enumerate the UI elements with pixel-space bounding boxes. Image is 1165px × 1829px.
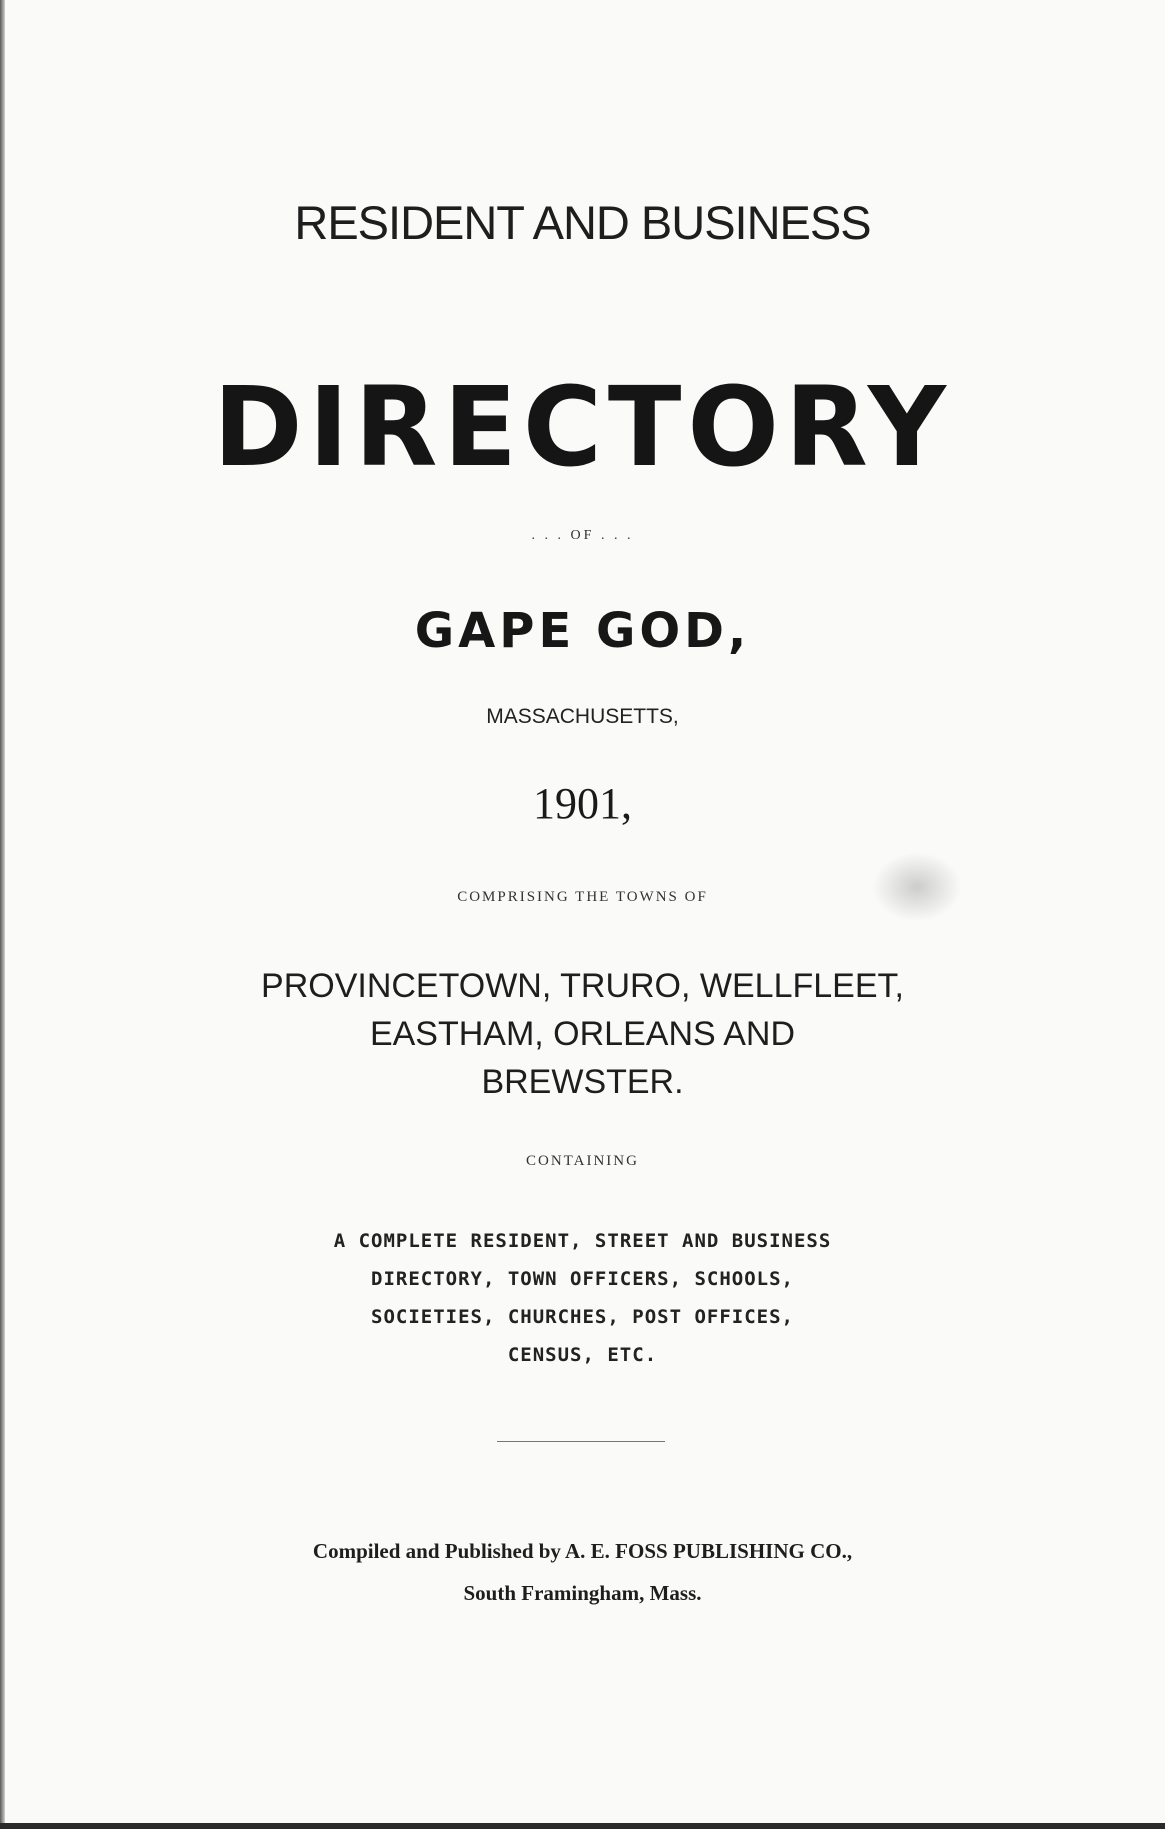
ink-smudge (872, 852, 962, 922)
contents-description (0, 1222, 1165, 1374)
of-line: . . . OF . . . (531, 528, 634, 543)
publisher-line: Compiled and Published by A. E. FOSS PUBLISHING CO., (312, 1539, 853, 1563)
heading-line: RESIDENT AND BUSINESS (294, 196, 871, 249)
contents-line: DIRECTORY, TOWN OFFICERS, SCHOOLS, (371, 1268, 794, 1290)
place-name: GAPE GOD, (414, 603, 751, 659)
comprising-line: COMPRISING THE TOWNS OF (457, 889, 708, 905)
divider-rule (497, 1441, 665, 1442)
year: 1901, (533, 779, 632, 828)
contents-line: A COMPLETE RESIDENT, STREET AND BUSINESS (333, 1230, 832, 1252)
towns-list (0, 962, 1165, 1106)
publisher-location: South Framingham, Mass. (463, 1581, 702, 1605)
towns-line: PROVINCETOWN, TRURO, WELLFLEET, (261, 967, 904, 1005)
containing-line: CONTAINING (526, 1153, 639, 1169)
contents-line: CENSUS, ETC. (507, 1344, 658, 1366)
contents-line: SOCIETIES, CHURCHES, POST OFFICES, (371, 1306, 794, 1328)
main-title: DIRECTORY (213, 363, 952, 491)
page-bottom-edge (0, 1823, 1165, 1829)
towns-line: BREWSTER. (481, 1063, 684, 1101)
publisher-info (0, 1530, 1165, 1614)
state-name: MASSACHUSETTS, (486, 705, 679, 728)
towns-line: EASTHAM, ORLEANS AND (369, 1015, 796, 1053)
